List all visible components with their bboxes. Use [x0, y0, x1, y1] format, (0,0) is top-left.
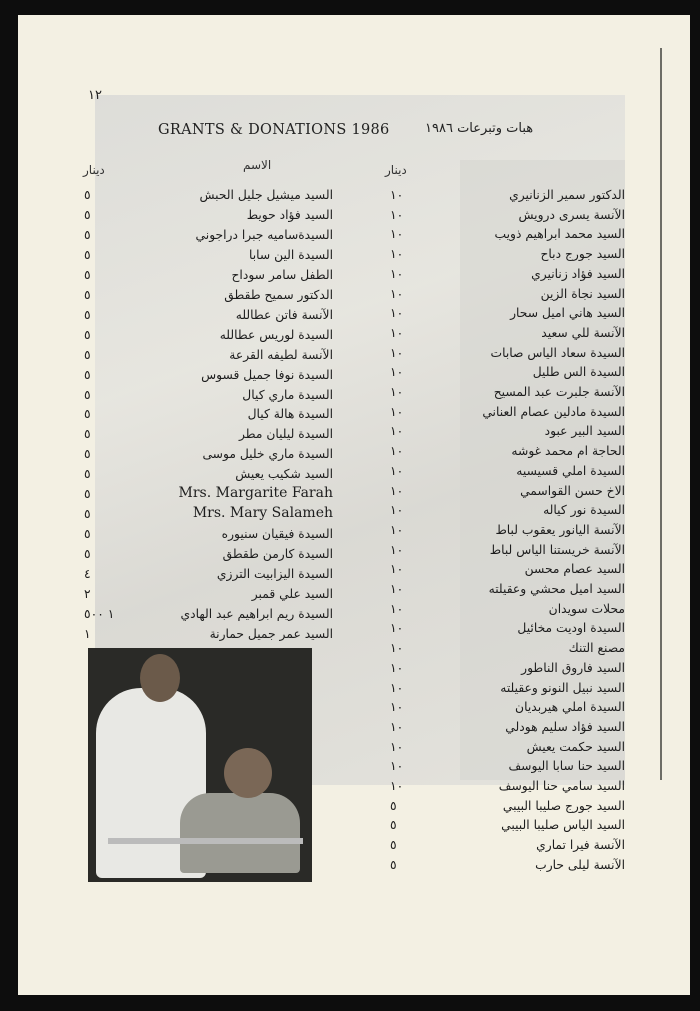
donation-amount: ١٠	[390, 739, 404, 754]
donor-name: السيدة سعاد الياس صابات	[490, 345, 625, 360]
donation-amount: ١٠	[390, 286, 404, 301]
donor-row	[84, 268, 333, 287]
title-english: GRANTS & DONATIONS 1986	[158, 122, 390, 138]
donor-row	[84, 447, 333, 466]
donor-name: الدكتور سميح طقطق	[224, 287, 333, 302]
donor-name: السيد فاروق الناطور	[521, 660, 625, 675]
donation-amount: ١٠	[390, 621, 404, 636]
donor-name: السيد اميل محشي وعقيلته	[488, 582, 625, 596]
donor-row	[84, 607, 333, 626]
donor-row	[390, 503, 625, 522]
header-currency-right: دينار	[385, 163, 407, 177]
donation-amount: ٥	[84, 447, 91, 462]
donor-name: السيدة اوديت مخائيل	[517, 621, 625, 636]
donation-amount: ١٠	[390, 266, 404, 281]
donation-amount: ١٠	[390, 779, 404, 793]
donor-row	[390, 661, 625, 680]
donor-row	[390, 247, 625, 266]
donor-name: السيدة اليزابيت الترزي	[216, 567, 333, 582]
donor-name: السيدة ليليان مطر	[238, 427, 333, 442]
donor-name: Mrs. Margarite Farah	[178, 485, 333, 502]
donation-amount: ١٠	[390, 325, 404, 340]
donor-name: الدكتور سمير الزنانيري	[509, 188, 625, 202]
donor-row	[390, 208, 625, 227]
donor-name: الآنسة يسرى درويش	[518, 207, 625, 222]
donor-row	[390, 188, 625, 207]
donation-amount: ١٠	[390, 700, 404, 715]
donation-amount: ٥	[84, 188, 91, 202]
photo-nurse-and-patient	[88, 648, 312, 882]
donation-amount: ١	[84, 626, 91, 641]
donor-row	[84, 188, 333, 207]
donor-row	[84, 627, 333, 646]
donation-amount: ١٠	[390, 463, 404, 478]
donation-amount: ١٠	[390, 424, 404, 439]
header-name: الاسم	[243, 158, 272, 172]
donation-amount: ٥	[84, 367, 91, 382]
donor-row	[390, 779, 625, 798]
donation-amount: ٥	[84, 387, 91, 402]
donor-row	[390, 543, 625, 562]
donation-amount: ١٠	[390, 247, 404, 262]
donor-name: السيدةساميه جبرا دراجوني	[195, 227, 333, 242]
donor-row	[390, 227, 625, 246]
donation-amount: ١٠	[390, 207, 404, 222]
donor-name: الآنسة لطيفه القرعة	[229, 347, 333, 362]
donor-name: السيد نبيل النونو وعقيلته	[500, 680, 625, 695]
donation-amount: ٥	[390, 838, 397, 853]
donation-amount: ٥	[84, 307, 91, 322]
donor-name: السيد نجاة الزين	[540, 286, 625, 301]
donation-amount: ١٠	[390, 385, 404, 399]
donor-row	[390, 720, 625, 739]
donation-amount: ١٠	[390, 503, 404, 518]
donation-amount: ١٠	[390, 680, 404, 695]
title-arabic: هبات وتبرعات ١٩٨٦	[425, 121, 534, 136]
donor-row	[390, 681, 625, 700]
header-currency-left: دينار	[83, 163, 105, 177]
donor-row	[84, 308, 333, 327]
donor-name: السيدة املي هيربديان	[515, 700, 625, 715]
donor-name: الآنسة اليانور يعقوب لباط	[495, 522, 625, 537]
donation-amount: ٥	[84, 407, 91, 422]
donation-amount: ١٠	[390, 188, 404, 202]
donor-row	[390, 838, 625, 857]
donor-row	[390, 858, 625, 877]
donation-amount: ١٠	[390, 483, 404, 498]
donor-row	[84, 587, 333, 606]
donor-name: السيد عصام محسن	[524, 562, 625, 577]
donor-name: الآنسة جلبرت عبد المسيح	[493, 385, 625, 399]
donor-row	[84, 348, 333, 367]
donation-amount: ٥	[390, 798, 397, 813]
donor-row	[390, 444, 625, 463]
donor-row	[84, 228, 333, 247]
donor-name: السيدة فيقيان سنيوره	[221, 527, 333, 542]
donor-row	[84, 328, 333, 347]
donor-name: السيدة لوريس عطالله	[219, 327, 333, 342]
donor-name: الطفل سامر سوداح	[231, 267, 333, 282]
donor-name: السيدة ماري خليل موسى	[202, 447, 333, 462]
donor-name: السيد جورج دباح	[540, 247, 625, 262]
donor-name: السيد علي قمبر	[251, 587, 333, 601]
donor-row	[390, 641, 625, 660]
donor-row	[84, 467, 333, 486]
donor-row	[84, 547, 333, 566]
donor-name: الاخ حسن القواسمي	[520, 483, 625, 498]
donor-name: مصنع التنك	[568, 641, 625, 656]
donation-amount: ١٠	[390, 582, 404, 596]
donor-name: السيدة نور كياله	[543, 503, 625, 518]
donation-amount: ١٠	[390, 444, 404, 459]
donation-amount: ١٠	[390, 719, 404, 734]
donation-amount: ٥	[84, 427, 91, 442]
donor-row	[390, 405, 625, 424]
donor-name: الحاجة ام محمد غوشه	[511, 444, 625, 459]
donation-amount: ١٠	[390, 542, 404, 557]
donor-name: السيدة ريم ابراهيم عبد الهادي	[180, 606, 333, 621]
donor-name: السيد عمر جميل حمارنة	[209, 626, 333, 641]
donation-amount: ٥	[84, 287, 91, 302]
donation-amount: ٥	[84, 227, 91, 242]
donor-row	[390, 621, 625, 640]
donation-amount: ١٠	[390, 759, 404, 774]
donor-name: السيدة نوفا جميل قسوس	[201, 367, 333, 382]
donor-name: الآنسة فيرا تماري	[536, 838, 625, 853]
page-number: ١٢	[88, 88, 102, 103]
donor-row	[390, 326, 625, 345]
donor-name: السيد سامي حنا اليوسف	[498, 779, 625, 793]
donation-amount: ١٠	[390, 522, 404, 537]
donation-amount: ١٠	[390, 365, 404, 380]
donor-name: السيد حنا سابا اليوسف	[508, 759, 625, 774]
donor-name: السيد البير عبود	[544, 424, 625, 439]
donor-name: السيدة املي قسيسيه	[516, 463, 625, 478]
donor-row	[84, 208, 333, 227]
donor-row	[84, 407, 333, 426]
donor-name: السيد فؤاد زنانيري	[531, 266, 625, 281]
donor-name: السيد شكيب يعيش	[235, 467, 333, 482]
donor-name: السيد ميشيل جليل الحبش	[199, 188, 333, 202]
donation-amount: ٥	[84, 527, 91, 542]
donor-name: السيدة كارمن طقطق	[222, 547, 333, 562]
donor-row	[390, 484, 625, 503]
donor-row	[390, 818, 625, 837]
donor-row	[390, 287, 625, 306]
donor-name: السيد حكمت يعيش	[526, 739, 625, 754]
donor-row	[390, 740, 625, 759]
donation-amount: ٤	[84, 567, 91, 582]
donor-name: السيد جورج صليبا البيبي	[502, 798, 625, 813]
donor-row	[84, 368, 333, 387]
donor-row	[390, 582, 625, 601]
donor-name: الآنسة للي سعيد	[541, 325, 625, 340]
donation-amount: ٥	[84, 207, 91, 222]
donor-row	[84, 288, 333, 307]
donor-name: السيد فؤاد سليم هودلي	[505, 719, 625, 734]
donor-name: السيد هاني اميل سحار	[510, 306, 625, 321]
donor-row	[390, 759, 625, 778]
donation-amount: ١٠	[390, 306, 404, 321]
donor-name: السيدة مادلين عصام العناني	[482, 404, 625, 419]
donor-row	[84, 388, 333, 407]
donation-amount: ٥	[84, 547, 91, 562]
donor-row	[390, 562, 625, 581]
donation-amount: ٥	[84, 327, 91, 342]
donation-amount: ٥	[390, 818, 397, 833]
donor-name: Mrs. Mary Salameh	[192, 505, 333, 522]
donor-name: السيد فؤاد حويط	[246, 207, 333, 222]
donation-amount: ٥	[390, 857, 397, 872]
donor-row	[84, 527, 333, 546]
donor-name: السيدة الين سابا	[248, 247, 333, 262]
donor-name: السيد الياس صليبا البيبي	[501, 818, 625, 833]
donor-name: السيد محمد ابراهيم ذويب	[494, 227, 625, 242]
donation-amount: ١٠	[390, 641, 404, 656]
donor-row	[84, 427, 333, 446]
donor-row	[84, 567, 333, 586]
page-edge-line	[660, 48, 662, 780]
donor-name: السيدة ماري كيال	[242, 387, 333, 402]
donor-row	[390, 267, 625, 286]
donor-row	[390, 799, 625, 818]
donation-amount: ٥	[84, 247, 91, 262]
donor-row	[390, 464, 625, 483]
donation-amount: ٥	[84, 467, 91, 482]
donor-row	[390, 424, 625, 443]
donation-amount: ١٠	[390, 345, 404, 360]
donor-name: السيدة الس طليل	[532, 365, 625, 380]
donor-row	[84, 248, 333, 267]
donation-amount: ٢	[84, 587, 91, 601]
donation-amount: ١٠	[390, 601, 404, 616]
donor-row	[390, 346, 625, 365]
donation-amount: ١ ٥٠٠	[84, 606, 115, 621]
donor-name: الآنسة خريستنا الياس لباط	[489, 542, 625, 557]
donation-amount: ٥	[84, 487, 91, 502]
donation-amount: ٥	[84, 267, 91, 282]
donor-row	[390, 385, 625, 404]
donor-name: الآنسة فاتن عطالله	[235, 307, 333, 322]
donation-amount: ١٠	[390, 562, 404, 577]
donor-name: الآنسة ليلى حارب	[535, 857, 625, 872]
donor-name: السيدة هالة كيال	[247, 407, 333, 422]
donation-amount: ١٠	[390, 227, 404, 242]
donor-row	[84, 487, 333, 506]
donor-row	[390, 306, 625, 325]
donor-row	[390, 602, 625, 621]
donation-amount: ١٠	[390, 404, 404, 419]
donor-name: محلات سويدان	[548, 601, 625, 616]
donor-row	[84, 507, 333, 526]
donor-row	[390, 700, 625, 719]
donation-amount: ١٠	[390, 660, 404, 675]
donation-amount: ٥	[84, 347, 91, 362]
donor-row	[390, 523, 625, 542]
donor-row	[390, 365, 625, 384]
donation-amount: ٥	[84, 507, 91, 522]
